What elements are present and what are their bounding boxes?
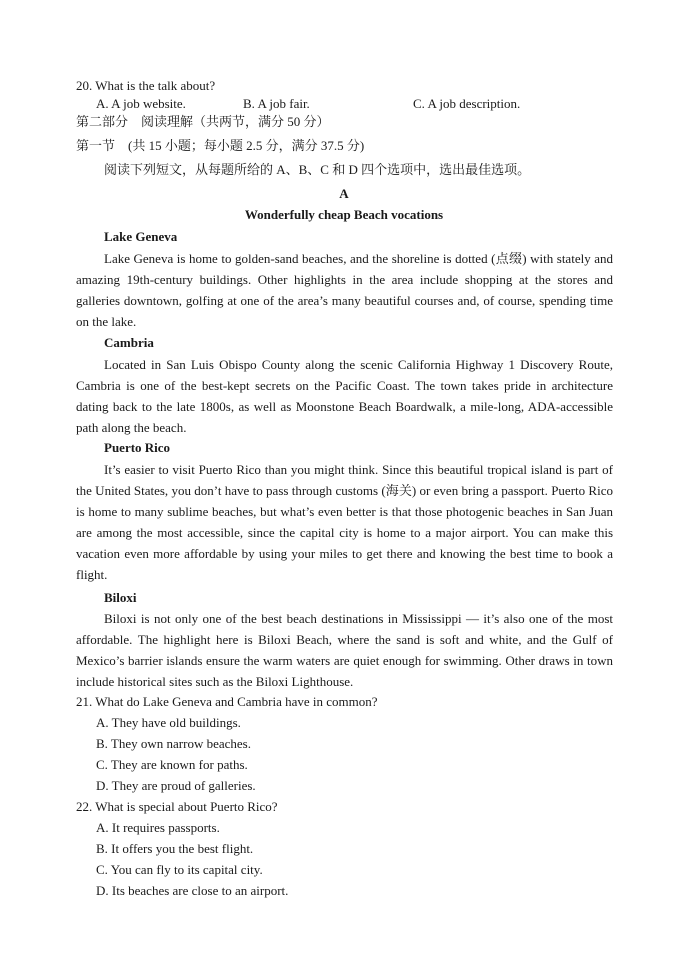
q22-option-a: A. It requires passports. bbox=[96, 820, 220, 835]
section-heading-puerto-rico: Puerto Rico bbox=[104, 440, 171, 455]
paragraph: It’s easier to visit Puerto Rico than you might think. Since this beautiful tropical island is part of the United States, you don’t have to pass through customs (海关) or even bring a passport. Puerto Rico is home to many sublime beaches, but what’s even better is that those photogenic beaches in San Juan are among the most accessible, since the capital city is home to a major airport. You can make this vacation even more affordable by using your miles to get there and knowing the best time to book a flight. bbox=[76, 462, 613, 582]
q22-option-c: C. You can fly to its capital city. bbox=[96, 862, 263, 877]
q22-stem: 22. What is special about Puerto Rico? bbox=[76, 799, 278, 814]
q21-option-b: B. They own narrow beaches. bbox=[96, 736, 251, 751]
q20-stem: 20. What is the talk about? bbox=[76, 78, 216, 93]
passage-title: Wonderfully cheap Beach vocations bbox=[244, 207, 444, 222]
section1-heading: 第一节 (共 15 小题；每小题 2.5 分，满分 37.5 分) bbox=[76, 138, 365, 153]
q21-option-d: D. They are proud of galleries. bbox=[96, 778, 256, 793]
q22-option-b: B. It offers you the best flight. bbox=[96, 841, 254, 856]
q21-option-c: C. They are known for paths. bbox=[96, 757, 248, 772]
q21-option-a: A. They have old buildings. bbox=[96, 715, 241, 730]
section-heading-lake-geneva: Lake Geneva bbox=[104, 229, 178, 244]
q20-option-c: C. A job description. bbox=[413, 96, 521, 111]
paragraph: Located in San Luis Obispo County along the scenic California Highway 1 Discovery Route, Cambria is one of the best-kept secrets on the Pacific Coast. The town takes pride in architecture dating back to the late 1800s, as well as Moonstone Beach Boardwalk, a mile-long, ADA-accessible path along the beach. bbox=[76, 357, 613, 435]
section-body-lake-geneva bbox=[76, 248, 613, 332]
paragraph: Lake Geneva is home to golden-sand beaches, and the shoreline is dotted (点缀) with stately and amazing 19th-century buildings. Other highlights in the area include shopping at the stores and galleries downtown, golfing at one of the area’s many beautiful courses and, of course, spending time on the lake. bbox=[76, 251, 613, 329]
part2-heading: 第二部分 阅读理解（共两节，满分 50 分） bbox=[76, 114, 330, 129]
section-body-puerto-rico bbox=[76, 459, 613, 585]
paragraph: Biloxi is not only one of the best beach destinations in Mississippi — it’s also one of the most affordable. The highlight here is Biloxi Beach, where the sand is soft and white, and the Gulf of Mexico’s barrier islands ensure the warm waters are quiet enough for swimming. Other draws in town include historical sites such as the Biloxi Lighthouse. bbox=[76, 611, 613, 689]
section-body-cambria bbox=[76, 354, 613, 438]
q22-option-d: D. Its beaches are close to an airport. bbox=[96, 883, 289, 898]
passage-label: A bbox=[339, 186, 349, 201]
q20-option-b: B. A job fair. bbox=[243, 96, 310, 111]
q20-option-a: A. A job website. bbox=[96, 96, 186, 111]
section-body-biloxi bbox=[76, 608, 613, 692]
instruction-text: 阅读下列短文，从每题所给的 A、B、C 和 D 四个选项中，选出最佳选项。 bbox=[104, 162, 531, 177]
q21-stem: 21. What do Lake Geneva and Cambria have in common? bbox=[76, 694, 378, 709]
section-heading-cambria: Cambria bbox=[104, 335, 154, 350]
section-heading-biloxi: Biloxi bbox=[104, 590, 137, 605]
